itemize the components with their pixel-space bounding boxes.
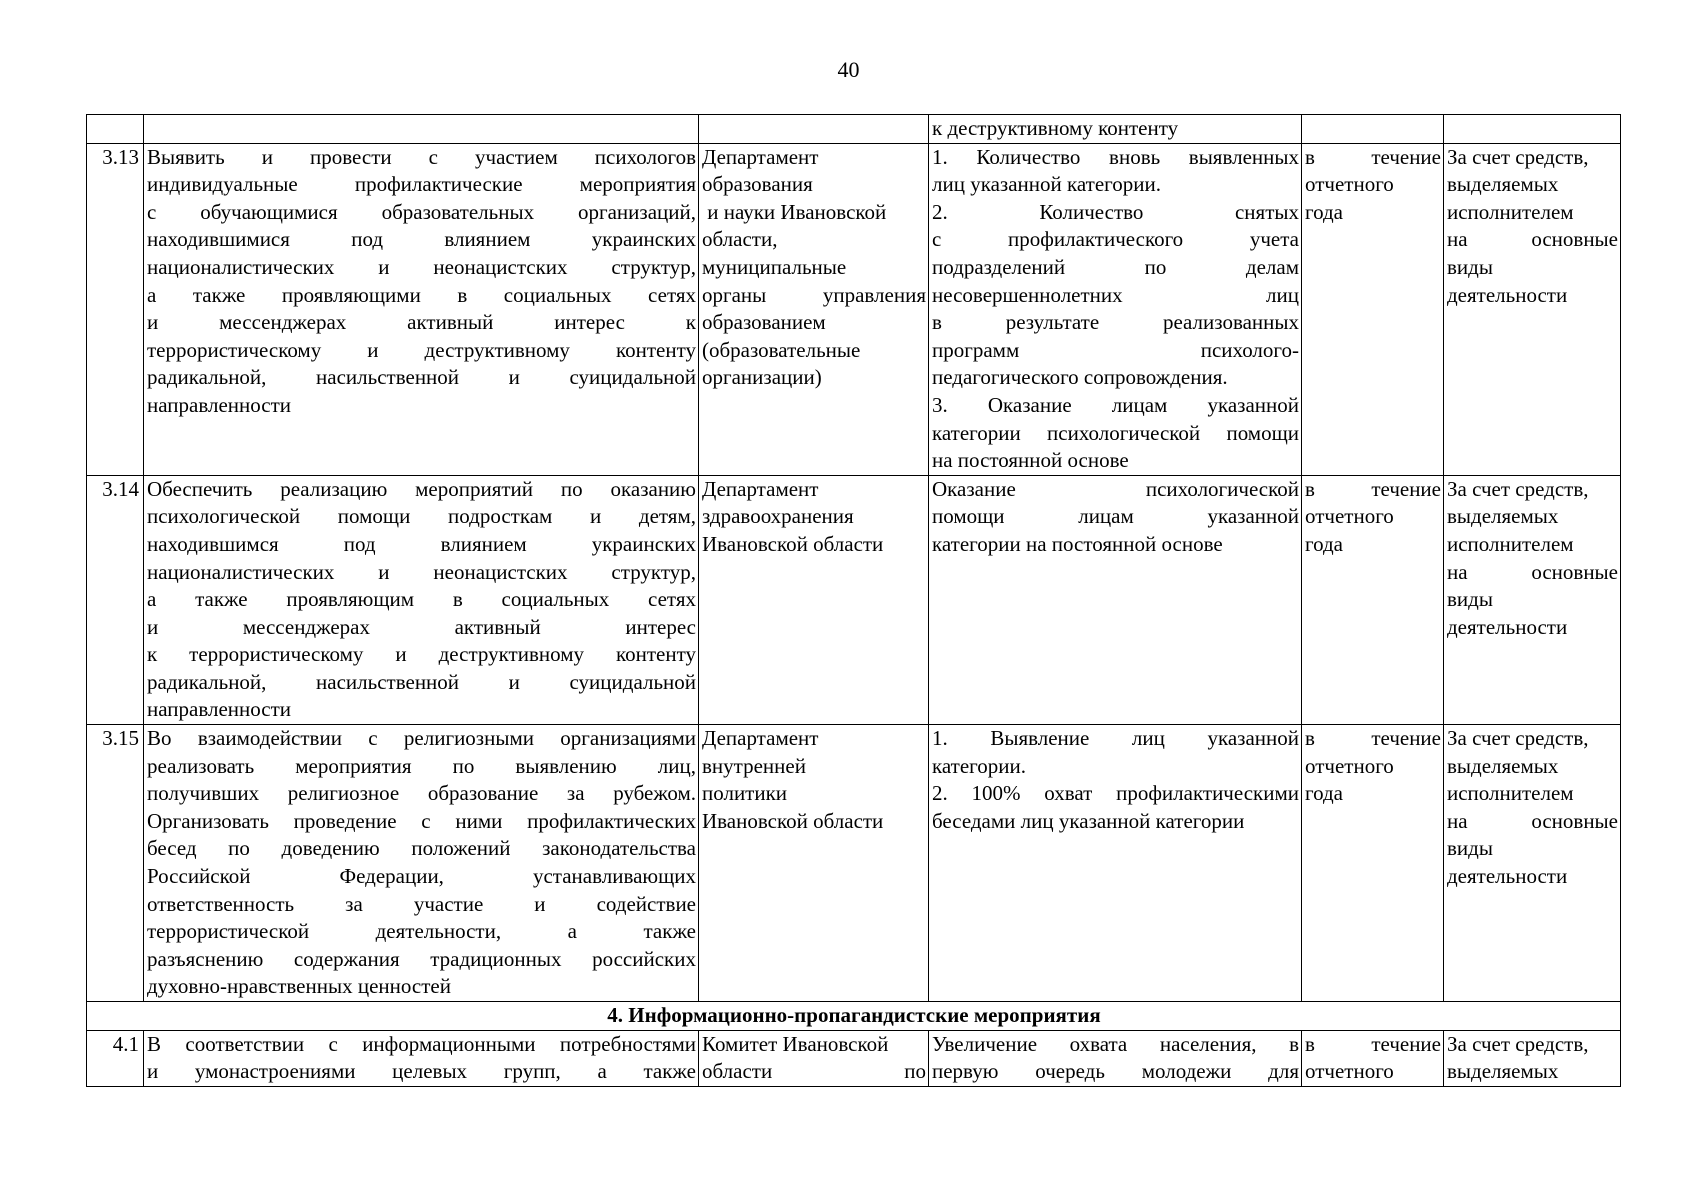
term-cell [1302, 1030, 1444, 1086]
text-line: на основные [1447, 808, 1618, 833]
text-line: Во взаимодействии с религиозными организациями [147, 726, 696, 751]
text-line: категории психологической помощи [932, 420, 1299, 445]
section-title: 4. Информационно-пропагандистские мероприятия [87, 1002, 1621, 1031]
text-line: категории на постоянной основе [932, 531, 1223, 556]
funding-cell [1444, 725, 1621, 1002]
text-line: политики [702, 781, 788, 806]
text-line: несовершеннолетних лиц [932, 282, 1299, 307]
term-cell [1302, 725, 1444, 1002]
cell-executor [699, 115, 929, 144]
text-line: 1. Выявление лиц указанной [932, 726, 1299, 751]
text-line: радикальной, насильственной и суицидальной [147, 365, 696, 390]
text-line: деятельности [1447, 864, 1568, 889]
text-line: Департамент [702, 726, 819, 751]
measure-cell [144, 143, 699, 475]
text-line: 1. Количество вновь выявленных [932, 144, 1299, 169]
table-row [87, 725, 1621, 1002]
text-line: с профилактического учета [932, 227, 1299, 252]
text-line: бесед по доведению положений законодательства [147, 836, 696, 861]
section-header-row [87, 1002, 1621, 1031]
text-line: педагогического сопровождения. [932, 365, 1228, 390]
page-number: 40 [837, 57, 860, 82]
text-line: категории. [932, 753, 1026, 778]
text-line: исполнителем [1447, 531, 1574, 556]
text-line: и умонастроениями целевых групп, а также [147, 1059, 696, 1084]
cell-term [1302, 115, 1444, 144]
text-line: Увеличение охвата населения, в [932, 1031, 1299, 1056]
text-line: деятельности [1447, 614, 1568, 639]
text-line: образованием [702, 310, 826, 335]
text-line: в течение [1305, 144, 1441, 169]
text-line: на постоянной основе [932, 448, 1129, 473]
text-line: отчетного [1305, 172, 1394, 197]
indicators-cell [929, 1030, 1302, 1086]
text-line: террористическому и деструктивному контенту [147, 337, 696, 362]
text-line: За счет средств, [1447, 476, 1589, 501]
text-line: организации) [702, 365, 822, 390]
text-line: виды [1447, 836, 1493, 861]
text-line: исполнителем [1447, 781, 1574, 806]
term-cell [1302, 143, 1444, 475]
text-line: области по [702, 1059, 926, 1084]
text-line: образования [702, 172, 813, 197]
text-line: деятельности [1447, 282, 1568, 307]
text-line: внутренней [702, 753, 806, 778]
text-line: выделяемых [1447, 172, 1559, 197]
text-line: с обучающимися образовательных организаций, [147, 199, 696, 224]
text-line: на основные [1447, 559, 1618, 584]
text-line: находившимися под влиянием украинских [147, 227, 696, 252]
text-line: ответственность за участие и содействие [147, 891, 696, 916]
table-row-carry-over [87, 115, 1621, 144]
row-number: 4.1 [87, 1030, 144, 1086]
text-line: отчетного [1305, 504, 1394, 529]
row-number: 3.13 [87, 143, 144, 475]
text-line: Ивановской области [702, 808, 884, 833]
measure-cell [144, 725, 699, 1002]
text-line: Ивановской области [702, 531, 884, 556]
text-line: Департамент [702, 144, 819, 169]
text-line: в течение [1305, 476, 1441, 501]
text-line: террористической деятельности, а также [147, 919, 696, 944]
text-line: психологической помощи подросткам и детям, [147, 504, 696, 529]
text-line: помощи лицам указанной [932, 504, 1299, 529]
text-line: Российской Федерации, устанавливающих [147, 864, 696, 889]
text-line: органы управления [702, 282, 926, 307]
text-line: За счет средств, [1447, 144, 1589, 169]
text-line: в течение [1305, 726, 1441, 751]
text-line: 2. Количество снятых [932, 199, 1299, 224]
text-line: направленности [147, 697, 292, 722]
row-number: 3.14 [87, 475, 144, 724]
measures-table [86, 114, 1621, 1087]
text-line: и мессенджерах активный интерес к [147, 310, 696, 335]
funding-cell [1444, 143, 1621, 475]
executor-cell [699, 475, 929, 724]
text-line: года [1305, 199, 1343, 224]
text-line: В соответствии с информационными потребностями [147, 1031, 696, 1056]
text-line: области, [702, 227, 778, 252]
text-line: (образовательные [702, 337, 861, 362]
text-line: на основные [1447, 227, 1618, 252]
text-line: первую очередь молодежи для [932, 1059, 1299, 1084]
table-row [87, 475, 1621, 724]
text-line: а также проявляющим в социальных сетях [147, 587, 696, 612]
text-line: исполнителем [1447, 199, 1574, 224]
text-line: в результате реализованных [932, 310, 1299, 335]
text-line: беседами лиц указанной категории [932, 808, 1245, 833]
text-line: Департамент [702, 476, 819, 501]
executor-cell [699, 725, 929, 1002]
text-line: года [1305, 781, 1343, 806]
text-line: разъяснению содержания традиционных российских [147, 946, 696, 971]
executor-cell [699, 143, 929, 475]
text-line: За счет средств, [1447, 726, 1589, 751]
text-line: Выявить и провести с участием психологов [147, 144, 696, 169]
text-line: получивших религиозное образование за рубежом. [147, 781, 696, 806]
text-line: реализовать мероприятия по выявлению лиц, [147, 753, 696, 778]
executor-cell [699, 1030, 929, 1086]
text-line: выделяемых [1447, 504, 1559, 529]
indicators-cell [929, 475, 1302, 724]
text-line: муниципальные [702, 254, 847, 279]
measure-cell [144, 1030, 699, 1086]
indicators-cell [929, 143, 1302, 475]
measure-cell [144, 475, 699, 724]
text-line: к террористическому и деструктивному контенту [147, 642, 696, 667]
text-line: выделяемых [1447, 1059, 1559, 1084]
table-row [87, 143, 1621, 475]
text-line: находившимся под влиянием украинских [147, 531, 696, 556]
text-line: здравоохранения [702, 504, 854, 529]
text-line: направленности [147, 392, 292, 417]
indicator-text: к деструктивному контенту [932, 116, 1179, 140]
text-line: а также проявляющими в социальных сетях [147, 282, 696, 307]
text-line: радикальной, насильственной и суицидальной [147, 669, 696, 694]
text-line: подразделений по делам [932, 254, 1299, 279]
text-line: года [1305, 531, 1343, 556]
text-line: лиц указанной категории. [932, 172, 1161, 197]
text-line: Организовать проведение с ними профилактических [147, 808, 696, 833]
text-line: националистических и неонацистских структур, [147, 254, 696, 279]
text-line: программ психолого- [932, 337, 1299, 362]
text-line: Обеспечить реализацию мероприятий по оказанию [147, 476, 696, 501]
text-line: духовно-нравственных ценностей [147, 974, 451, 999]
indicators-cell [929, 725, 1302, 1002]
term-cell [1302, 475, 1444, 724]
text-line: отчетного [1305, 1059, 1394, 1084]
text-line: Комитет Ивановской [702, 1031, 889, 1056]
cell-num [87, 115, 144, 144]
text-line: виды [1447, 587, 1493, 612]
text-line: и науки Ивановской [702, 199, 887, 224]
text-line: Оказание психологической [932, 476, 1299, 501]
text-line: в течение [1305, 1031, 1441, 1056]
text-line: За счет средств, [1447, 1031, 1589, 1056]
table-row [87, 1030, 1621, 1086]
row-number: 3.15 [87, 725, 144, 1002]
cell-measure [144, 115, 699, 144]
text-line: и мессенджерах активный интерес [147, 614, 696, 639]
text-line: индивидуальные профилактические мероприятия [147, 172, 696, 197]
cell-funding [1444, 115, 1621, 144]
text-line: 3. Оказание лицам указанной [932, 392, 1299, 417]
funding-cell [1444, 475, 1621, 724]
text-line: отчетного [1305, 753, 1394, 778]
text-line: выделяемых [1447, 753, 1559, 778]
cell-indicators [929, 115, 1302, 144]
text-line: 2. 100% охват профилактическими [932, 781, 1299, 806]
funding-cell [1444, 1030, 1621, 1086]
text-line: националистических и неонацистских структур, [147, 559, 696, 584]
text-line: виды [1447, 254, 1493, 279]
